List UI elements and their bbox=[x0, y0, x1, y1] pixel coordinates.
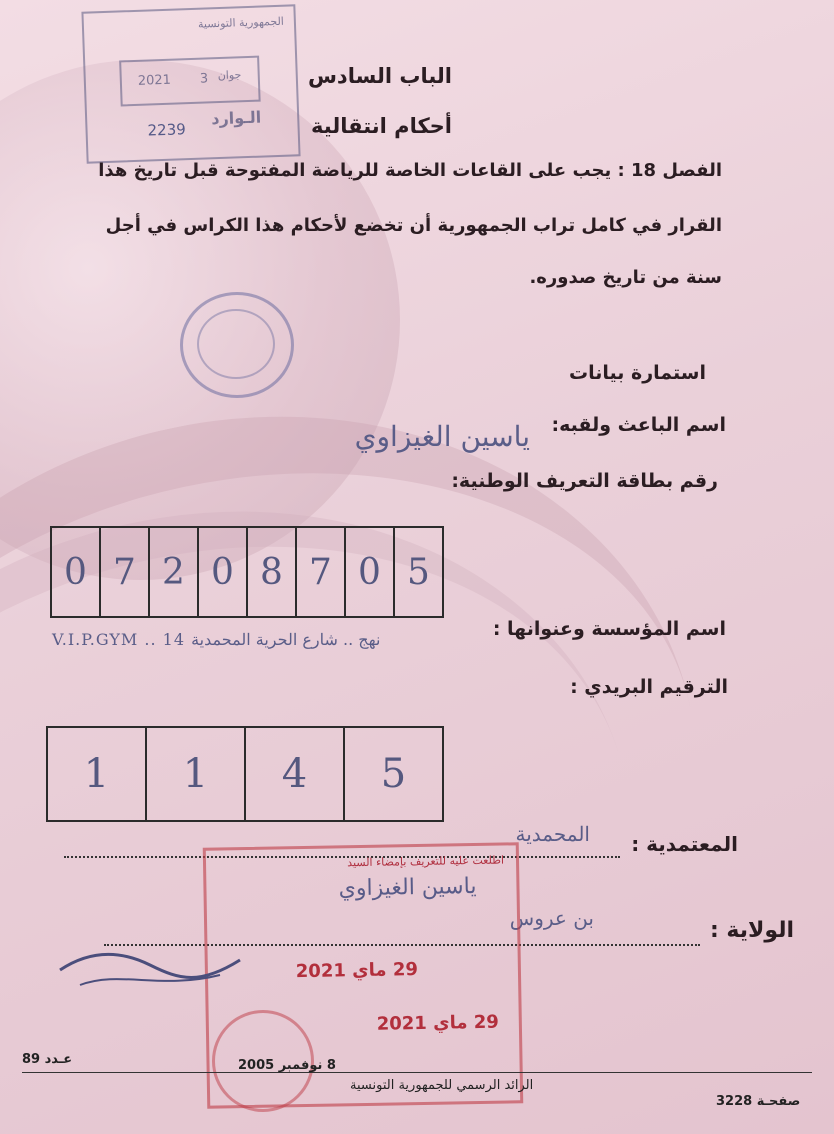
form-title: استمارة بيانات bbox=[569, 362, 706, 384]
footer-date: 8 نوفمبر 2005 bbox=[238, 1058, 336, 1073]
digit-box: 0 bbox=[64, 551, 87, 593]
article-line-3: سنة من تاريخ صدوره. bbox=[529, 267, 722, 288]
digit-box: 2 bbox=[148, 528, 197, 616]
digit-box: 4 bbox=[244, 728, 343, 820]
red-stamp-name: ياسين الغيزاوي bbox=[338, 874, 477, 902]
red-stamp-date-1: 29 ماي 2021 bbox=[295, 959, 419, 983]
chapter-subtitle: أحكام انتقالية bbox=[311, 114, 452, 138]
digit-box: 1 bbox=[83, 751, 110, 797]
name-value: ياسين الغيزاوي bbox=[354, 420, 530, 453]
digit-box: 7 bbox=[295, 528, 344, 616]
name-label: اسم الباعث ولقبه: bbox=[551, 414, 726, 436]
signature-scribble bbox=[50, 940, 250, 1000]
stamp-day: 3 bbox=[199, 71, 209, 87]
digit-box: 8 bbox=[246, 528, 295, 616]
red-stamp-date-2: 29 ماي 2021 bbox=[376, 1011, 500, 1035]
delegation-value: المحمدية bbox=[515, 822, 590, 846]
digit-box: 0 bbox=[344, 528, 393, 616]
digit-box: 1 bbox=[145, 728, 244, 820]
stamp-label: الـوارد bbox=[210, 107, 262, 129]
postal-label: الترقيم البريدي : bbox=[570, 676, 728, 698]
stamp-year: 2021 bbox=[137, 72, 172, 89]
id-number-boxes bbox=[50, 526, 444, 618]
footer-issue: عـدد 89 bbox=[22, 1052, 73, 1067]
stamp-number: 2239 bbox=[147, 120, 187, 140]
digit-box: 0 bbox=[197, 528, 246, 616]
establishment-value: V.I.P.GYM .. 14 نهج .. شارع الحرية المحمدية bbox=[52, 630, 381, 649]
registration-stamp bbox=[81, 4, 300, 163]
round-seal-blue bbox=[180, 292, 294, 398]
stamp-month: جوان bbox=[217, 68, 242, 83]
delegation-label: المعتمدية : bbox=[631, 832, 738, 856]
footer-rule bbox=[22, 1072, 812, 1073]
chapter-title: الباب السادس bbox=[307, 64, 452, 88]
stamp-date-box bbox=[119, 56, 261, 107]
article-line-1: الفصل 18 : يجب على القاعات الخاصة للرياضة المفتوحة قبل تاريخ هذا bbox=[98, 160, 722, 181]
stamp-header: الجمهورية التونسية bbox=[197, 14, 285, 31]
postal-code-boxes bbox=[46, 726, 444, 822]
digit-box: 7 bbox=[99, 528, 148, 616]
footer-journal: الرائد الرسمي للجمهورية التونسية bbox=[350, 1078, 534, 1093]
governorate-value: بن عروس bbox=[509, 906, 594, 930]
digit-box: 5 bbox=[343, 728, 442, 820]
footer-page: صفحـة 3228 bbox=[716, 1094, 801, 1109]
article-line-2: القرار في كامل تراب الجمهورية أن تخضع لأحكام هذا الكراس في أجل bbox=[105, 215, 722, 236]
red-stamp-line1: اطلعت عليه للتعريف بإمضاء السيد bbox=[347, 853, 505, 870]
digit-box: 5 bbox=[393, 528, 442, 616]
id-label: رقم بطاقة التعريف الوطنية: bbox=[451, 470, 718, 492]
governorate-label: الولاية : bbox=[709, 918, 794, 943]
establishment-label: اسم المؤسسة وعنوانها : bbox=[492, 618, 726, 640]
